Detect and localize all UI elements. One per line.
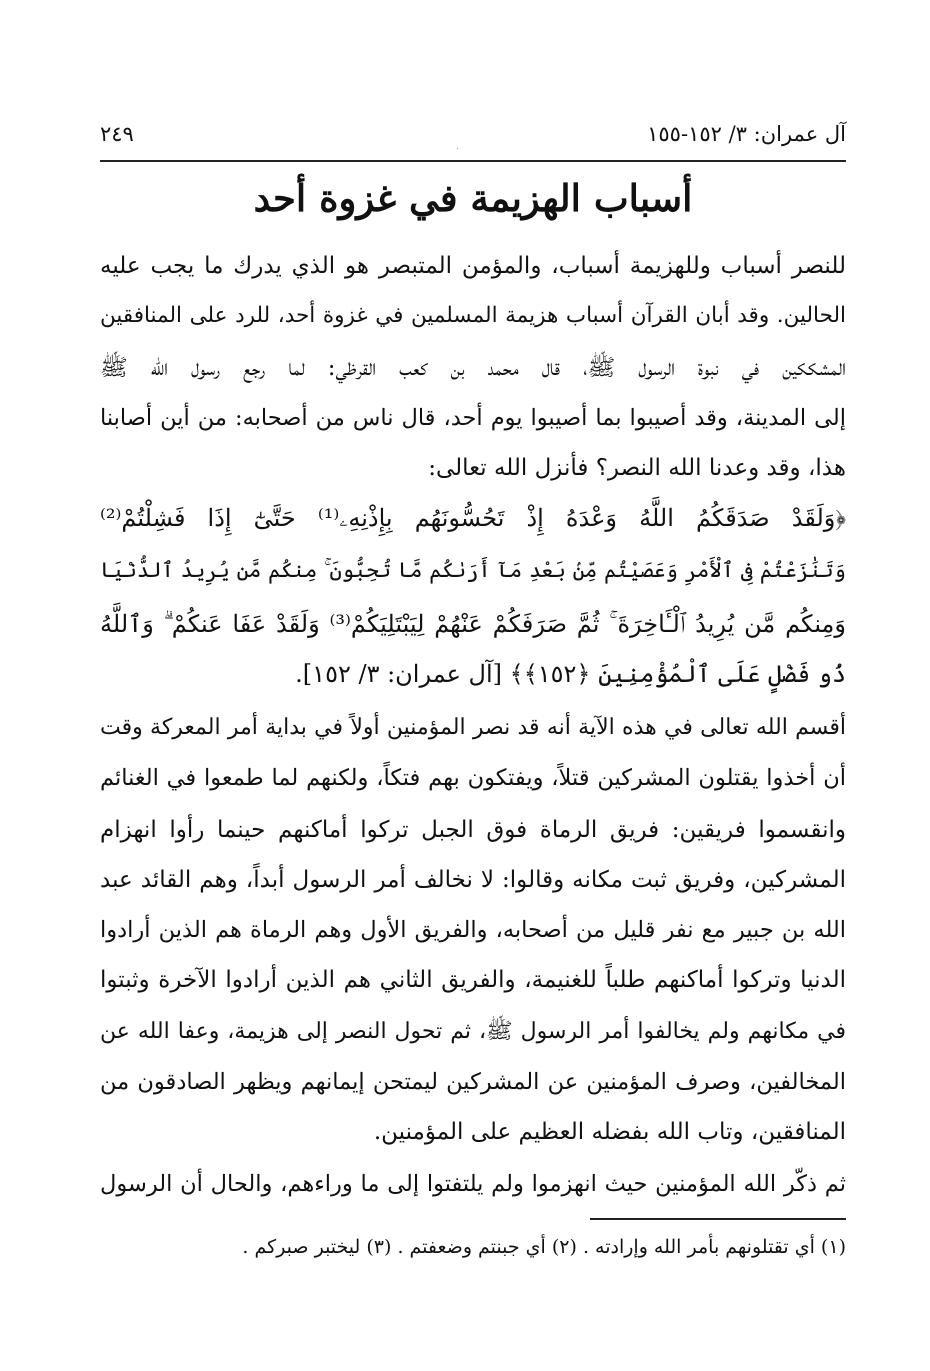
verse-line: ذُو فَضْلٍ عَلَى ٱلْمُؤْمِنِينَ ﴿١٥٢﴾﴾ [آل عمران: ٣/ ١٥٢]. — [295, 660, 846, 688]
verse-line: ﴿وَلَقَدْ صَدَقَكُمُ اللَّهُ وَعْدَهُ إِذْ تَحُسُّونَهُم بِإِذْنِهِۦ⁽¹⁾ حَتَّىٰٓ إِذَا فَشِلْتُمْ⁽²⁾ — [100, 504, 846, 532]
text-line: المخالفين، وصرف المؤمنين عن المشركين ليمتحن إيمانهم ويظهر الصادقون من — [100, 1069, 846, 1095]
verse-line: وَمِنكُم مَّن يُرِيدُ ٱلْـَٔاخِرَةَ ۚ ثُمَّ صَرَفَكُمْ عَنْهُمْ لِيَبْتَلِيَكُمْ⁽³⁾ وَلَقَدْ عَفَا عَنكُمْ ۗ وَٱللَّهُ — [100, 610, 847, 638]
surah-reference: آل عمران: ٣/ ١٥٢-١٥٥ — [647, 122, 846, 146]
page-number: ٢٤٩ — [100, 122, 134, 146]
text-line: هذا، وقد وعدنا الله النصر؟ فأنزل الله تعالى: — [428, 455, 846, 481]
text-line: المنافقين، وتاب الله بفضله العظيم على المؤمنين. — [373, 1119, 846, 1145]
text-line: الدنيا وتركوا أماكنهم طلباً للغنيمة، والفريق الثاني هم الذين أرادوا الآخرة وثبتوا — [100, 967, 846, 993]
text-line: الحالين. وقد أبان القرآن أسباب هزيمة المسلمين في غزوة أحد، للرد على المنافقين — [100, 303, 846, 328]
text-line: المشركين، وفريق ثبت مكانه وقالوا: لا نخالف أمر الرسول أبداً، وهم القائد عبد — [100, 867, 846, 893]
section-title: أسباب الهزيمة في غزوة أحد — [253, 176, 693, 220]
running-head — [100, 122, 846, 162]
text-line: ثم ذكّر الله المؤمنين حيث انهزموا ولم يلتفتوا إلى ما وراءهم، والحال أن الرسول — [100, 1171, 846, 1197]
text-line: أقسم الله تعالى في هذه الآية أنه قد نصر المؤمنين أولاً في بداية أمر المعركة وقت — [100, 715, 846, 740]
text-line: إلى المدينة، وقد أصيبوا بما أصيبوا يوم أحد، قال ناس من أصحابه: من أين أصابنا — [100, 405, 846, 431]
verse-line: وَتَنَٰزَعْتُمْ فِى ٱلْأَمْرِ وَعَصَيْتُم مِّنۢ بَعْدِ مَآ أَرَىٰكُم مَّا تُحِبُّونَ ۚ مِنكُم مَّن يُرِيدُ ٱلدُّنْيَا — [100, 558, 846, 582]
header-rule — [100, 160, 846, 162]
text-line: أن أخذوا يقتلون المشركين قتلاً، ويفتكون بهم فتكاً، ولكنهم لما طمعوا في الغنائم — [100, 765, 846, 791]
text-line: وانقسموا فريقين: فريق الرماة فوق الجبل تركوا أماكنهم حينما رأوا انهزام — [100, 817, 846, 843]
text-line: المشككين في نبوة الرسول ﷺ، قال محمد بن كعب القرظي: لما رجع رسول الله ﷺ — [100, 355, 846, 381]
text-line: للنصر أسباب وللهزيمة أسباب، والمؤمن المتبصر هو الذي يدرك ما يجب عليه — [100, 253, 846, 279]
print-speck: · — [456, 144, 460, 155]
footnote-rule — [590, 1218, 846, 1220]
text-line: في مكانهم ولم يخالفوا أمر الرسول ﷺ، ثم تحول النصر إلى هزيمة، وعفا الله عن — [100, 1019, 846, 1044]
footnotes: (١) أي تقتلونهم بأمر الله وإرادته . (٢) أي جبنتم وضعفتم . (٣) ليختبر صبركم . — [242, 1236, 846, 1258]
text-line: الله بن جبير مع نفر قليل من أصحابه، والفريق الأول وهم الرماة هم الذين أرادوا — [100, 917, 846, 943]
